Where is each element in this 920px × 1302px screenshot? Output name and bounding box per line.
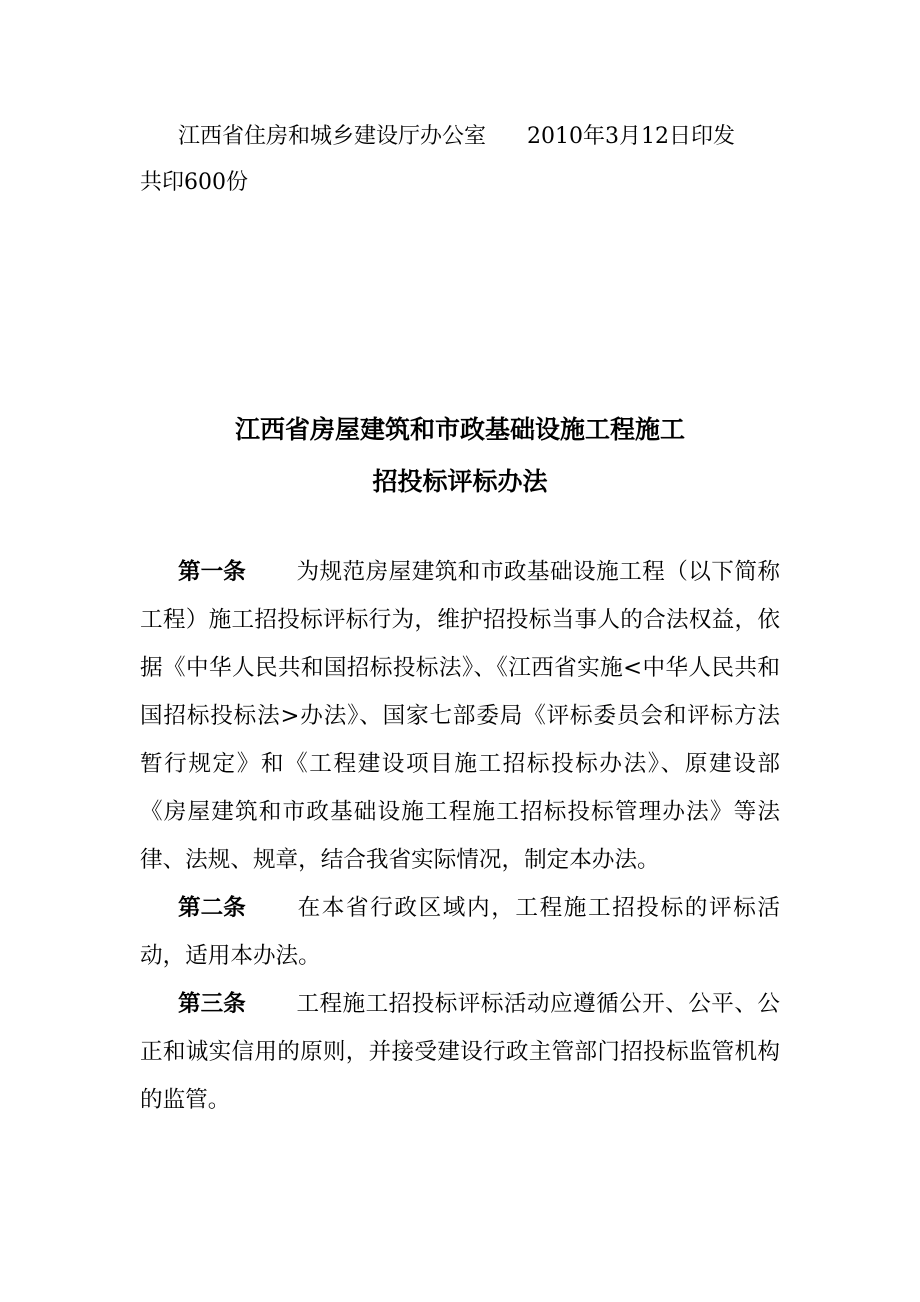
article-text: 工程施工招投标评标活动应遵循公开、公平、公正和诚实信用的原则，并接受建设行政主管部门招投标监管机构的监管。 xyxy=(140,991,780,1113)
issuer-line xyxy=(178,120,735,154)
article-text: 在本省行政区域内，工程施工招投标的评标活动，适用本办法。 xyxy=(140,895,780,969)
document-title xyxy=(0,404,920,508)
document-title-line-2: 招投标评标办法 xyxy=(372,467,548,496)
issue-date: 2010年3月12日印发 xyxy=(527,124,735,149)
document-title-line-1: 江西省房屋建筑和市政基础设施工程施工 xyxy=(234,415,685,444)
article-number: 第二条 xyxy=(178,895,246,921)
document-body xyxy=(140,548,780,1124)
article-number: 第一条 xyxy=(178,559,246,585)
issuing-office: 江西省住房和城乡建设厅办公室 xyxy=(178,124,487,149)
article-3 xyxy=(140,980,780,1124)
article-2 xyxy=(140,884,780,980)
article-1 xyxy=(140,548,780,884)
article-number: 第三条 xyxy=(178,991,246,1017)
article-text: 为规范房屋建筑和市政基础设施工程（以下简称工程）施工招投标评标行为，维护招投标当事人的合法权益，依据《中华人民共和国招标投标法》、《江西省实施<中华人民共和国招标投标法>办法》、国家七部委局《评标委员会和评标方法暂行规定》和《工程建设项目施工招标投标办法》、原建设部《房屋建筑和市政基础设施工程施工招标投标管理办法》等法律、法规、规章，结合我省实际情况，制定本办法。 xyxy=(140,559,780,873)
print-copies: 共印600份 xyxy=(140,170,248,195)
